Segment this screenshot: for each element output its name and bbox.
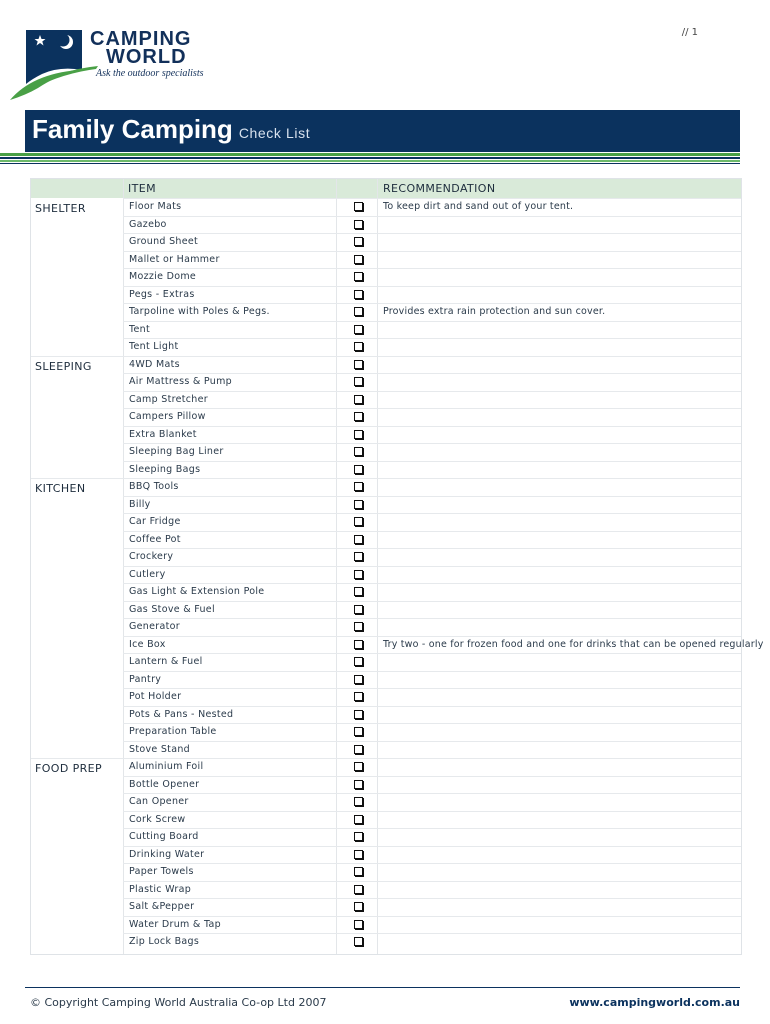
item-label: Cutting Board	[129, 831, 199, 842]
item-label: Crockery	[129, 551, 174, 562]
checkbox[interactable]	[354, 412, 363, 421]
checkbox[interactable]	[354, 570, 363, 579]
checkbox[interactable]	[354, 832, 363, 841]
table-header	[31, 179, 741, 198]
item-label: Drinking Water	[129, 848, 205, 860]
checkbox[interactable]	[354, 622, 363, 631]
table-row	[123, 531, 741, 549]
item-label: Pantry	[129, 673, 162, 685]
table-row	[123, 583, 741, 601]
checkbox[interactable]	[354, 920, 363, 929]
checkbox[interactable]	[354, 762, 363, 771]
table-row	[123, 216, 741, 234]
table-row	[123, 601, 741, 619]
table-row	[123, 373, 741, 391]
title-sub: Check List	[238, 125, 311, 141]
item-label: Mozzie Dome	[129, 271, 197, 282]
table-row	[123, 478, 741, 496]
banner-stripe-navy	[0, 157, 740, 159]
category-label: SLEEPING	[35, 359, 92, 373]
item-label: Coffee Pot	[129, 533, 181, 545]
checkbox[interactable]	[354, 850, 363, 859]
checkbox[interactable]	[354, 885, 363, 894]
table-row	[123, 671, 741, 689]
item-label: Camp Stretcher	[129, 393, 208, 405]
item-label: Ice Box	[129, 638, 166, 650]
table-row	[123, 758, 741, 776]
table-row	[123, 548, 741, 566]
checkbox[interactable]	[354, 657, 363, 666]
checkbox[interactable]	[354, 552, 363, 561]
category-separator	[31, 478, 123, 479]
table-row	[123, 338, 741, 356]
checkbox[interactable]	[354, 237, 363, 246]
checkbox[interactable]	[354, 500, 363, 509]
item-label: Salt &Pepper	[129, 901, 195, 912]
item-label: Pots & Pans - Nested	[129, 708, 234, 720]
table-row	[123, 828, 741, 846]
checkbox[interactable]	[354, 447, 363, 456]
table-row	[123, 811, 741, 829]
table-row	[123, 846, 741, 864]
checkbox[interactable]	[354, 395, 363, 404]
item-label: Mallet or Hammer	[129, 253, 220, 265]
checkbox[interactable]	[354, 727, 363, 736]
page-number: // 1	[681, 27, 698, 38]
checkbox[interactable]	[354, 272, 363, 281]
item-label: 4WD Mats	[129, 358, 180, 370]
table-row	[123, 881, 741, 899]
recommendation-text: To keep dirt and sand out of your tent.	[383, 201, 574, 212]
table-row	[123, 688, 741, 706]
checkbox[interactable]	[354, 342, 363, 351]
table-row	[123, 723, 741, 741]
checkbox[interactable]	[354, 307, 363, 316]
item-label: Aluminium Foil	[129, 761, 204, 772]
banner-stripe-light-green	[0, 160, 740, 162]
table-row	[123, 426, 741, 444]
table-row	[123, 268, 741, 286]
table-row	[123, 233, 741, 251]
table-row	[123, 198, 741, 216]
item-label: Gas Light & Extension Pole	[129, 586, 265, 597]
category-label: KITCHEN	[35, 482, 86, 495]
checkbox[interactable]	[354, 640, 363, 649]
title-main: Family Camping	[32, 114, 233, 144]
table-row	[123, 391, 741, 409]
checkbox[interactable]	[354, 360, 363, 369]
category-separator	[31, 758, 123, 759]
checkbox[interactable]	[354, 675, 363, 684]
table-row	[123, 496, 741, 514]
item-label: Tarpoline with Poles & Pegs.	[129, 306, 270, 317]
checkbox[interactable]	[354, 797, 363, 806]
item-label: Tent Light	[129, 341, 179, 352]
table-row	[123, 618, 741, 636]
checkbox[interactable]	[354, 517, 363, 526]
item-label: Gazebo	[129, 218, 167, 230]
category-label: FOOD PREP	[35, 762, 103, 775]
item-label: Pot Holder	[129, 691, 182, 702]
item-label: Floor Mats	[129, 201, 182, 212]
banner-stripe-green	[0, 153, 740, 156]
table-row	[123, 636, 764, 654]
item-label: Can Opener	[129, 796, 189, 807]
category-label: SHELTER	[35, 202, 86, 215]
item-label: Zip Lock Bags	[129, 936, 200, 947]
footer-copyright: © Copyright Camping World Australia Co-op Ltd 2007	[30, 996, 327, 1009]
checkbox[interactable]	[354, 290, 363, 299]
checkbox[interactable]	[354, 745, 363, 754]
logo-tagline: Ask the outdoor specialists	[96, 68, 204, 79]
item-label: Extra Blanket	[129, 428, 197, 440]
table-row	[123, 916, 741, 934]
checkbox[interactable]	[354, 815, 363, 824]
table-row	[123, 566, 741, 584]
recommendation-text: Try two - one for frozen food and one for drinks that can be opened regularly	[383, 638, 764, 650]
checkbox[interactable]	[354, 535, 363, 544]
checkbox[interactable]	[354, 220, 363, 229]
table-row	[123, 251, 741, 269]
table-row	[123, 408, 741, 426]
table-row	[123, 356, 741, 374]
checkbox[interactable]	[354, 587, 363, 596]
item-label: Stove Stand	[129, 743, 190, 755]
checkbox[interactable]	[354, 867, 363, 876]
title-banner	[25, 110, 740, 152]
item-label: BBQ Tools	[129, 481, 179, 492]
item-label: Plastic Wrap	[129, 883, 192, 895]
item-label: Campers Pillow	[129, 411, 206, 422]
item-label: Bottle Opener	[129, 778, 200, 790]
item-label: Preparation Table	[129, 726, 217, 737]
item-label: Billy	[129, 498, 151, 510]
item-label: Sleeping Bag Liner	[129, 446, 224, 457]
checkbox[interactable]	[354, 780, 363, 789]
checkbox[interactable]	[354, 255, 363, 264]
item-label: Car Fridge	[129, 516, 181, 527]
item-label: Cutlery	[129, 568, 166, 580]
footer-rule	[25, 987, 740, 988]
table-row	[123, 461, 741, 479]
checkbox[interactable]	[354, 482, 363, 491]
checkbox[interactable]	[354, 325, 363, 334]
item-label: Tent	[129, 323, 150, 335]
item-label: Gas Stove & Fuel	[129, 603, 215, 615]
item-label: Water Drum & Tap	[129, 918, 221, 930]
footer-website-link[interactable]: www.campingworld.com.au	[569, 996, 740, 1009]
category-separator	[31, 356, 123, 357]
table-row	[123, 933, 741, 951]
item-label: Cork Screw	[129, 813, 186, 825]
checklist-table	[30, 178, 764, 955]
table-row	[123, 863, 741, 881]
item-label: Ground Sheet	[129, 236, 199, 247]
item-label: Air Mattress & Pump	[129, 376, 232, 387]
item-label: Paper Towels	[129, 866, 194, 877]
table-row	[123, 793, 741, 811]
table-row	[123, 741, 741, 759]
page-title	[32, 114, 310, 145]
table-row	[123, 321, 741, 339]
recommendation-text: Provides extra rain protection and sun cover.	[383, 306, 606, 317]
checkbox[interactable]	[354, 377, 363, 386]
table-row	[123, 898, 741, 916]
camping-world-logo	[8, 22, 208, 104]
table-row	[123, 776, 741, 794]
checkbox[interactable]	[354, 902, 363, 911]
checkbox[interactable]	[354, 465, 363, 474]
table-row	[123, 286, 741, 304]
checkbox[interactable]	[354, 605, 363, 614]
checkbox[interactable]	[354, 710, 363, 719]
logo-text-camping: CAMPING	[90, 28, 192, 50]
table-row	[123, 443, 741, 461]
item-label: Generator	[129, 621, 180, 632]
item-label: Sleeping Bags	[129, 463, 201, 475]
logo-text-world: WORLD	[106, 46, 187, 68]
item-label: Pegs - Extras	[129, 288, 195, 300]
checkbox[interactable]	[354, 937, 363, 946]
table-row	[123, 513, 741, 531]
header-item: ITEM	[128, 182, 157, 195]
table-row	[123, 706, 741, 724]
table-row	[123, 303, 741, 321]
header-recommendation: RECOMMENDATION	[383, 182, 496, 195]
table-row	[123, 653, 741, 671]
checkbox[interactable]	[354, 430, 363, 439]
checkbox[interactable]	[354, 202, 363, 211]
checkbox[interactable]	[354, 692, 363, 701]
banner-stripe-thin-navy	[0, 163, 740, 164]
item-label: Lantern & Fuel	[129, 656, 203, 667]
